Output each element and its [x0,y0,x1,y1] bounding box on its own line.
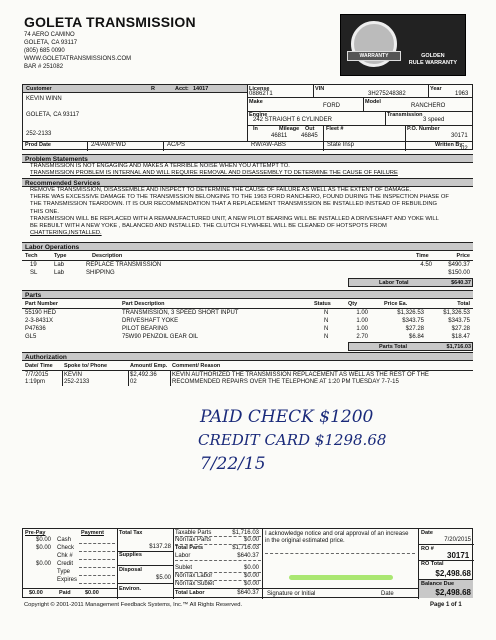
warranty-logo [340,14,466,76]
handwritten-payment-check: PAID CHECK $1200 [200,407,374,427]
shop-name: GOLETA TRANSMISSION [24,14,196,30]
copyright: Copyright © 2001-2011 Management Feedback Systems, Inc.™ All Rights Reserved. [24,602,243,608]
part-price: $343.75 [402,318,424,324]
customer-phone: 252-2133 [26,131,52,137]
labor-title: Labor Operations [22,242,473,251]
balance-due-box: Balance Due $2,498.68 [421,581,471,597]
parts-section: Parts Part Number Part Description Status Qty Price Ea. Total 55190 HED TRANSMISSION, 3 SPEED SHORT INPUT N 1.00 $1,326.53 $1,326.53 2-3-8431X DRIVESHAFT YOKE N 1.00 $343.75 $343.75 P47636 PILOT BEARING N 1.00 $27.28 $27.28 GL5 75W90 PENZOIL GEAR OIL N 2.70 $6.84 $18.47 Parts Total $1,716.03 [22,290,473,299]
part-qty: 1.00 [356,326,368,332]
part-status: N [324,326,329,332]
auth-time: 1:19pm [25,379,46,385]
warranty-text: GOLDEN RULE WARRANTY [408,53,457,66]
auth-amount: $2,492.36 [130,372,157,378]
po-number: 30171 [451,133,468,139]
vehicle-engine: 242 STRAIGHT 6 CYLINDER [253,117,332,123]
nontax-parts: $0.00 [243,537,259,543]
part-price: $1,326.53 [397,310,424,316]
highlighter-mark [289,575,393,580]
part-desc: 75W90 PENZOIL GEAR OIL [122,334,199,340]
invoice-date: 7/20/2015 [444,537,471,543]
part-qty: 1.00 [356,310,368,316]
recommended-title: Recommended Services [22,178,473,187]
part-total: $1,326.53 [443,310,470,316]
labor-tech: 19 [30,262,37,268]
vehicle-make: FORD [323,103,340,109]
vehicle-transmission: 3 speed [423,117,445,123]
problem-line: TRANSMISSION PROBLEM IS INTERNAL AND WILL REQUIRE REMOVAL AND DISASSEMBLY TO DETERMINE THE CAUSE OF FAILURE [30,170,398,177]
part-price: $6.84 [408,334,424,340]
part-total: $18.47 [451,334,470,340]
part-desc: TRANSMISSION, 3 SPEED SHORT INPUT [122,310,239,316]
recommended-line: CHATTERING,INSTALLED. [30,230,102,237]
license-plate: 08862T1 [249,91,273,97]
taxable-parts: $1,716.03 [232,530,259,536]
part-total: $27.28 [451,326,470,332]
vehicle-year: 1963 [455,91,469,97]
paid-total: $0.00 [85,590,99,596]
parts-title: Parts [22,290,473,299]
ro-number: 30171 [447,551,470,560]
part-status: N [324,334,329,340]
labor-desc: REPLACE TRANSMISSION [86,262,162,268]
part-qty: 1.00 [356,318,368,324]
labor-tech: SL [30,270,38,276]
shop-city: GOLETA, CA 93117 [24,40,78,46]
part-status: N [324,318,329,324]
labor-time: 4.50 [420,262,432,268]
customer-name: KEVIN WINN [26,96,62,102]
total-labor: $640.37 [237,590,259,596]
state-inspection: State Insp [327,142,355,148]
part-number: 55190 HED [25,310,57,316]
total-tax: $137.28 [149,544,171,550]
labor-type: Lab [54,262,65,268]
ro-total: $2,498.68 [435,569,471,578]
problem-title: Problem Statements [22,154,473,163]
auth-date: 7/7/2015 [25,372,49,378]
handwritten-date: 7/22/15 [200,454,266,474]
labor-type: Lab [54,270,65,276]
authorization-section: Authorization Date/ Time Spoke to/ Phone Amount/ Emp. Comment/ Reason 7/7/2015 1:19pm KEVIN 252-2133 $2,492.36 02 KEVIN AUTHORIZED THE TRANSMISSION REPLACEMENT AS WELL AS THE REST OF THE RECOMMENDED REPAIRS OVER THE TELEPHONE AT 1:20 PM TUESDAY 7-7-15 [22,352,473,382]
account-number: 14017 [193,86,209,92]
labor-amount: $640.37 [237,553,259,559]
disposal-fee: $5.00 [155,575,171,581]
abs-type: RW/AW-ABS [251,142,286,148]
labor-total-box: Labor Total $640.37 [348,278,473,287]
total-parts: $1,716.03 [232,545,259,551]
recommended-line: BE REBUILT WITH A NEW YOKE , BALANCED AND INSTALLED. THE CLUTCH FLYWHEEL WILL BE CLEANED OF HOTSPOTS FROM [30,223,387,230]
mileage-out: 46845 [301,133,318,139]
part-number: 2-3-8431X [25,318,54,324]
totals-block: Pre-Pay Payment $0.00 Cash $0.00 Check Chk # $0.00 Credit Type Expires $0.00 Paid $0.00 Total Tax $137.28 Supplies Disposal $5.00 Environ. Taxable Parts $1,716.03 NonTax Parts $0.00 Total Parts $1,716.03 Labor $640.37 Sublet $0.00 NonTax Labor $0.00 NonTax Sublet $0.00 Total Labor $640.37 I acknowledge notice and oral approval of an increase in the original estimated price. Signature or Initial Date Date 7/20/2015 RO # 30171 RO Total $2,498.68 Balance Due $2,498.68 [22,528,473,598]
written-by: 02 [461,146,468,152]
part-number: GL5 [25,334,37,340]
shop-phone: (805) 685 0090 [24,48,65,54]
balance-due: $2,498.68 [435,588,471,597]
sublet-amount: $0.00 [243,565,259,571]
recommended-line: THE TRANSMISSION TEARDOWN. IT IS OUR RECOMMENDATION THAT A REPLACEMENT TRANSMISSION BE INSTALLED INSTEAD OF REBUILDING [30,201,438,208]
labor-section: Labor Operations Tech Type Description Time Price 19 Lab REPLACE TRANSMISSION 4.50 $490.37 SL Lab SHIPPING $150.00 Labor Total $640.37 [22,242,473,251]
part-status: N [324,310,329,316]
part-total: $343.75 [448,318,470,324]
page-number: Page 1 of 1 [430,602,462,608]
handwritten-payment-card: CREDIT CARD $1298.68 [198,431,387,449]
labor-total: $640.37 [451,280,471,286]
auth-comment: KEVIN AUTHORIZED THE TRANSMISSION REPLACEMENT AS WELL AS THE REST OF THE [172,372,429,378]
part-number: P47636 [25,326,46,332]
problem-section [22,154,473,177]
recommended-line: THIS ONE. [30,208,59,215]
labor-price: $150.00 [448,270,470,276]
labor-price: $490.37 [448,262,470,268]
authorization-title: Authorization [22,352,473,361]
auth-emp: 02 [130,379,137,385]
prepay-total: $0.00 [29,590,43,596]
customer-label: Customer [26,86,52,92]
vin: 3H275248382 [368,91,406,97]
part-desc: DRIVESHAFT YOKE [122,318,179,324]
auth-spoke-name: KEVIN [64,372,83,378]
ac-ps: AC/PS [167,142,186,148]
problem-line: TRANSMISSION IS NOT ENGAGING AND MAKES A TERRIBLE NOISE WHEN YOU ATTEMPT TO. [30,163,290,169]
customer-city: GOLETA, CA 93117 [26,112,80,118]
recommended-line: THERE WAS EXCESSIVE DAMAGE TO THE TRANSMISSION BELONGING TO THE 1963 FORD RANCHERO, FOUND DURING THE INSPECTION PHASE OF [30,194,449,201]
acknowledgement-text: in the original estimated price. [265,538,345,544]
mileage-in: 46811 [271,133,288,139]
parts-total-box: Parts Total $1,716.03 [348,342,473,351]
part-price: $27.28 [405,326,424,332]
part-qty: 2.70 [356,334,368,340]
nontax-labor: $0.00 [243,573,259,579]
recommended-line: TRANSMISSION WILL BE REPLACED WITH A REMANUFACTURED UNIT, A NEW PILOT BEARING WILL BE INSTALLED A DRIVESHAFT AND YOKE WILL [30,215,439,222]
part-desc: PILOT BEARING [122,326,168,332]
auth-comment: RECOMMENDED REPAIRS OVER THE TELEPHONE AT 1:20 PM TUESDAY 7-7-15 [172,379,399,385]
drive-type: 2/4/AW/FWD [91,142,126,148]
acknowledgement-text: I acknowledge notice and oral approval of an increase [265,531,409,537]
auth-spoke-phone: 252-2133 [64,379,90,385]
nontax-sublet: $0.00 [243,581,259,587]
recommended-section [22,178,473,237]
parts-total: $1,716.03 [446,344,471,350]
shop-bar-number: BAR # 251082 [24,64,64,70]
labor-desc: SHIPPING [86,270,115,276]
customer-vehicle-block: Customer R Acct: 14017 KEVIN WINN GOLETA, CA 93117 252-2133 License 08862T1 VIN 3H275248382 Year 1963 Make FORD Model RANCHERO Engine 242 STRAIGHT 6 CYLINDER Transmission 3 speed In Mileage Out 46811 46845 Fleet # P.O. Number 30171 Prod Date 2/4/AW/FWD AC/PS RW/AW-ABS State Insp Written By: 02 [22,84,473,150]
shop-address: 74 AERO CAMINO [24,32,75,38]
shop-website: WWW.GOLETATRANSMISSIONS.COM [24,56,132,62]
vehicle-model: RANCHERO [411,103,446,109]
warranty-ribbon: WARRANTY [347,51,401,61]
recommended-line: REMOVE TRANSMISSION, DISASSEMBLE AND INSPECT TO DETERMINE THE CAUSE OF FAILURE AS WELL AS THE EXTENT OF DAMAGE. [30,187,412,193]
